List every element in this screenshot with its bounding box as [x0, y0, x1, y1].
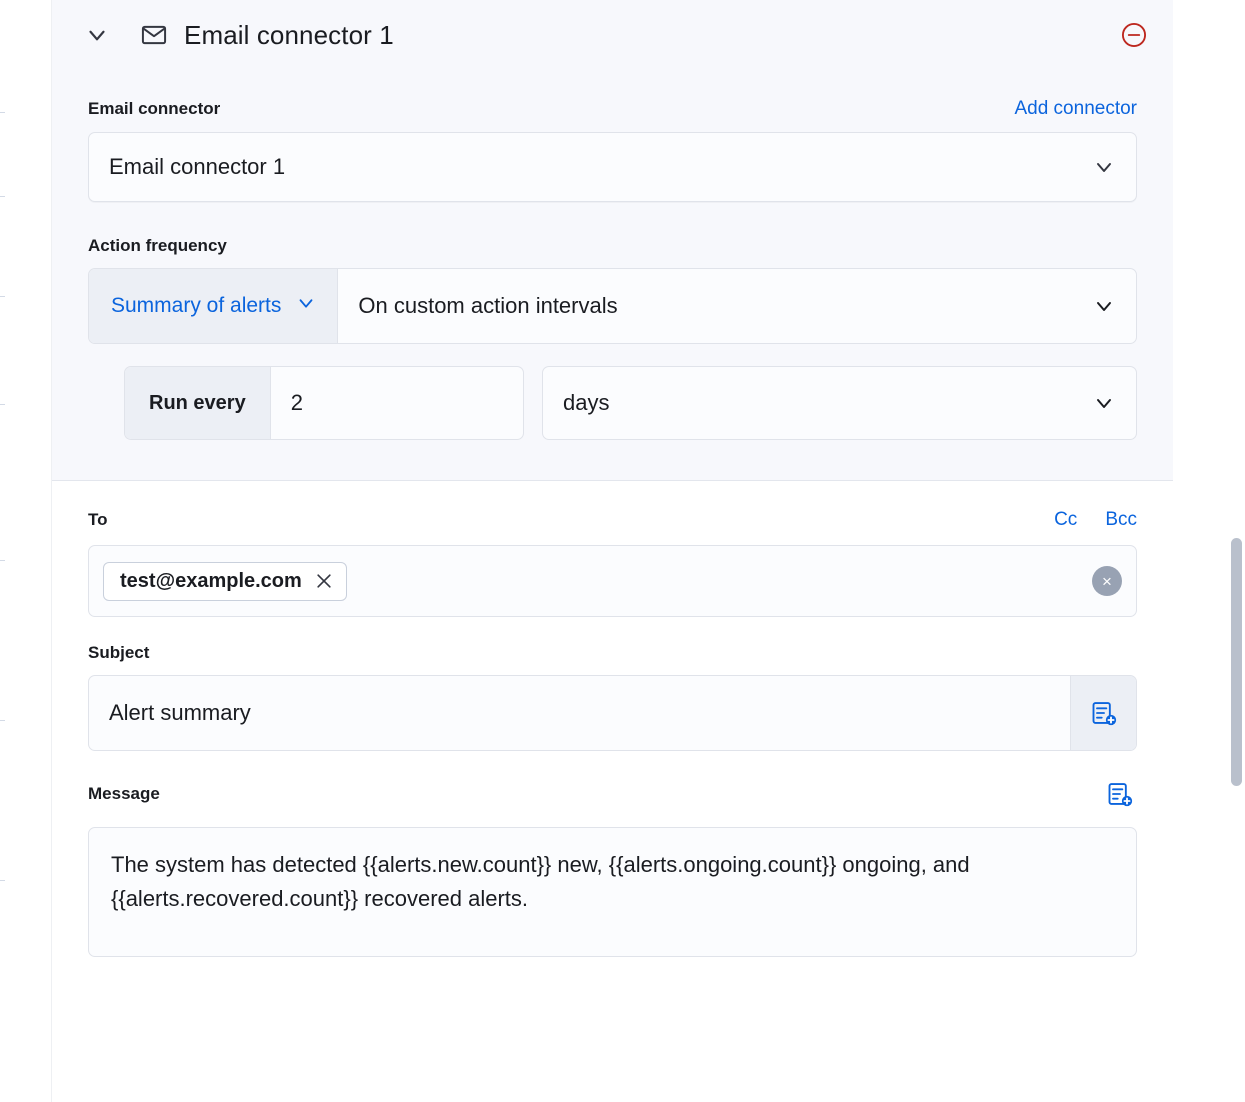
email-action-panel: [52, 0, 1173, 1102]
subject-label: Subject: [88, 643, 150, 662]
run-every-unit-value: days: [563, 390, 610, 415]
edge-divider: [0, 112, 5, 113]
run-every-row: [88, 366, 1137, 440]
email-body-section: [52, 481, 1173, 982]
to-label: To: [88, 510, 108, 529]
page-title: Email connector 1: [184, 19, 394, 50]
to-actions: [1054, 509, 1137, 531]
chevron-down-icon: [295, 292, 317, 320]
subject-field-group: [88, 675, 1137, 751]
action-frequency-label: Action frequency: [88, 236, 227, 255]
recipient-chip-label: test@example.com: [120, 569, 302, 592]
action-frequency-control: [88, 268, 1137, 344]
scrollbar-thumb[interactable]: [1231, 538, 1242, 786]
run-every-group: [124, 366, 524, 440]
action-interval-value: On custom action intervals: [358, 293, 618, 318]
action-interval-select[interactable]: [338, 269, 1136, 343]
clear-recipients-icon[interactable]: ×: [1092, 566, 1122, 596]
run-every-input[interactable]: [271, 367, 524, 439]
chevron-down-icon[interactable]: [80, 18, 114, 52]
edge-divider: [0, 720, 5, 721]
recipient-chip[interactable]: [103, 562, 347, 601]
run-every-label: Run every: [125, 367, 271, 439]
chevron-down-icon: [1092, 391, 1116, 415]
chevron-down-icon: [1092, 294, 1116, 318]
scrollbar-track[interactable]: [1229, 0, 1245, 1102]
bcc-link[interactable]: Bcc: [1105, 509, 1137, 530]
message-label-row: [88, 777, 1137, 811]
edge-divider: [0, 880, 5, 881]
connector-label: Email connector: [88, 99, 221, 118]
subject-input[interactable]: [89, 676, 1070, 750]
close-icon[interactable]: [314, 571, 334, 591]
minus-circle-icon[interactable]: [1119, 20, 1149, 50]
left-edge-strip: [0, 0, 52, 1102]
accordion-header: [52, 0, 1173, 70]
add-variable-icon[interactable]: [1103, 777, 1137, 811]
to-combobox[interactable]: [88, 545, 1137, 617]
summary-of-alerts-label: Summary of alerts: [111, 294, 282, 317]
summary-of-alerts-button[interactable]: [89, 269, 338, 343]
add-connector-link[interactable]: Add connector: [1014, 98, 1137, 119]
edge-divider: [0, 560, 5, 561]
cc-link[interactable]: Cc: [1054, 509, 1078, 530]
run-every-unit-select[interactable]: [542, 366, 1137, 440]
message-label: Message: [88, 784, 160, 803]
edge-divider: [0, 196, 5, 197]
chevron-down-icon: [1092, 155, 1116, 179]
edge-divider: [0, 296, 5, 297]
edge-divider: [0, 404, 5, 405]
mail-icon: [140, 21, 168, 49]
connector-select-value: Email connector 1: [109, 154, 286, 179]
to-label-row: [88, 509, 1137, 531]
spacer: [88, 202, 1137, 236]
connector-label-row: [88, 98, 1137, 120]
add-variable-icon[interactable]: [1070, 676, 1136, 750]
connector-settings-section: [52, 70, 1173, 481]
message-textarea[interactable]: [88, 827, 1137, 957]
connector-select[interactable]: [88, 132, 1137, 202]
